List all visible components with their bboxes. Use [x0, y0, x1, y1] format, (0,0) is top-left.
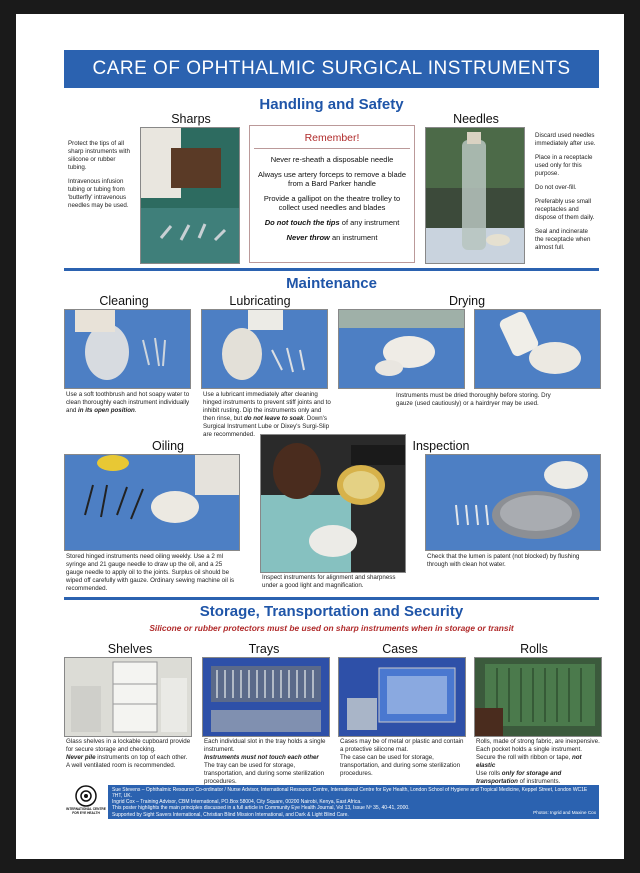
oiling-photo — [64, 454, 240, 551]
drying-text: Instruments must be dried thoroughly before storing. Dry gauze (used cautiously) or a hairdryer may be used. — [396, 392, 551, 407]
lubricating-photo — [201, 309, 328, 389]
rolls-text-3-main: Use rolls — [476, 770, 502, 777]
inspection-photo — [425, 454, 601, 551]
footer-line-3: This poster highlights the main principles discussed in a full article in Community Eye Health Journal, Vol 13, Issue Nº 35, 40-41, 2000. — [112, 805, 410, 811]
oiling-label: Oiling — [152, 439, 184, 453]
inspection-label: Inspection — [412, 439, 470, 453]
drying-photo-2 — [474, 309, 601, 389]
eye-logo-icon — [64, 783, 108, 821]
needles-item: Place in a receptacle used only for this purpose. — [535, 154, 593, 177]
rolls-text-3-end: of instruments. — [517, 778, 561, 785]
needles-list — [535, 132, 597, 252]
rolls-text-2-bold: not elastic — [476, 754, 582, 769]
remember-line-5-rest: an instrument — [329, 233, 378, 242]
remember-line-5 — [250, 233, 414, 242]
cleaning-label: Cleaning — [99, 294, 149, 308]
shelves-text-2-rest: instruments on top of each other. — [95, 754, 188, 761]
drying-photo-1 — [338, 309, 465, 389]
footer — [64, 785, 599, 819]
remember-divider — [254, 148, 410, 149]
cases-text-1: Cases may be of metal or plastic and contain a protective silicone mat. — [340, 738, 464, 753]
needles-photo — [425, 127, 525, 264]
section-divider — [64, 597, 599, 600]
needles-item: Preferably use small receptacles and dispose of them daily. — [535, 198, 595, 221]
remember-line-4-rest: of any instrument — [339, 218, 400, 227]
rolls-label: Rolls — [520, 642, 548, 656]
lubricating-text-end: . Down's Surgical Instrument Lube or Dixey's Surgi-Slip are recommended. — [203, 415, 330, 438]
cases-text — [340, 738, 468, 778]
poster — [16, 14, 624, 859]
lubricating-text-bold: do not leave to soak — [243, 415, 304, 422]
section-title-handling: Handling and Safety — [259, 96, 404, 113]
trays-text-1: Each individual slot in the tray holds a single instrument. — [204, 738, 326, 753]
rolls-text-3 — [476, 770, 600, 786]
needles-label: Needles — [453, 112, 499, 126]
shelves-photo — [64, 657, 192, 737]
sharps-photo — [140, 127, 240, 264]
needles-item: Seal and incinerate the receptacle when almost full. — [535, 228, 591, 251]
remember-line-5-bold: Never throw — [286, 233, 330, 242]
remember-line-2: Always use artery forceps to remove a blade from a Bard Parker handle — [258, 170, 406, 188]
shelves-text-3: A well ventilated room is recommended. — [66, 762, 176, 769]
cleaning-text-bold: in its open position — [78, 407, 135, 414]
remember-line-4-bold: Do not touch the tips — [264, 218, 340, 227]
trays-text-2-bold: Instruments must not touch each other — [204, 754, 319, 761]
cases-photo — [338, 657, 466, 737]
footer-line-1: Sue Stevens – Ophthalmic Resource Co-ordinator / Nurse Advisor, International Resource Centre, International Centre for Eye Health, London School of Hygiene and Tropical Medicine, Keppel Street, London WC1E 7HT, UK. — [112, 787, 588, 800]
remember-line-4 — [250, 218, 414, 227]
shelves-text-2 — [66, 754, 194, 762]
rolls-text-2 — [476, 754, 600, 770]
inspection-text: Check that the lumen is patent (not blocked) by flushing through with clean hot water. — [427, 553, 580, 568]
rolls-text-1: Rolls, made of strong fabric, are inexpensive. Each pocket holds a single instrument. — [476, 738, 600, 753]
trays-photo — [202, 657, 330, 737]
oiling-text: Stored hinged instruments need oiling weekly. Use a 2 ml syringe and 21 gauge needle to draw up the oil, and a 25 gauge needle to apply oil to the joints. Surplus oil should be wiped off carefully with gauze. Ordinary sewing machine oil is recommended. — [66, 553, 235, 592]
poster-title: CARE OF OPHTHALMIC SURGICAL INSTRUMENTS — [64, 50, 599, 88]
trays-text — [204, 738, 332, 786]
inspect-text: Inspect instruments for alignment and sharpness under a good light and magnification. — [262, 574, 396, 589]
footer-photo-credit: Photos: Ingrid and Maxine Cox — [533, 810, 596, 815]
sharps-text-1: Protect the tips of all sharp instruments with silicone or rubber tubing. — [68, 140, 130, 171]
cleaning-text-main: Use a soft toothbrush and hot soapy water to clean thoroughly each instrument individually and — [66, 391, 190, 414]
remember-line-1: Never re-sheath a disposable needle — [270, 155, 394, 164]
footer-line-2: Ingrid Cox – Training Advisor, CBM International, PO.Box 58004, City Square, 00200 Nairobi, Kenya, East Africa. — [112, 799, 362, 805]
lubricating-text-main: Use a lubricant immediately after cleaning hinged instruments to prevent stiff joints and to inhibit rusting. Dip the instruments only and then rinse, but — [203, 391, 331, 422]
needles-item: Do not over-fill. — [535, 184, 577, 191]
cleaning-text — [66, 391, 191, 415]
shelves-text — [66, 738, 194, 770]
rolls-text-2-main: Secure the roll with ribbon or tape, — [476, 754, 572, 761]
cases-text-2: The case can be used for storage, transportation, and during some sterilization procedures. — [340, 754, 461, 777]
remember-title: Remember! — [304, 132, 360, 144]
drying-label: Drying — [448, 294, 486, 308]
lubricating-label: Lubricating — [229, 294, 291, 308]
remember-line-3: Provide a gallipot on the theatre trolley to collect used needles and blades — [263, 194, 401, 212]
footer-logo-text: INTERNATIONAL CENTRE FOR EYE HEALTH — [66, 807, 106, 815]
section-divider — [64, 268, 599, 271]
cleaning-photo — [64, 309, 191, 389]
inspect-photo — [260, 434, 406, 573]
trays-text-3: The tray can be used for storage, transportation, and during some sterilization procedures. — [204, 762, 325, 785]
shelves-text-2-bold: Never pile — [66, 754, 96, 761]
cases-label: Cases — [382, 642, 418, 656]
sharps-text — [68, 140, 134, 210]
rolls-photo — [474, 657, 602, 737]
rolls-text — [476, 738, 600, 786]
section-title-storage: Storage, Transportation and Security — [199, 603, 464, 620]
storage-note: Silicone or rubber protectors must be used on sharp instruments when in storage or transit — [149, 623, 514, 633]
section-title-maintenance: Maintenance — [286, 275, 377, 292]
sharps-text-2: Intravenous infusion tubing or tubing from 'butterfly' intravenous needles may be used. — [68, 178, 129, 209]
lubricating-text — [203, 391, 331, 439]
shelves-text-1: Glass shelves in a lockable cupboard provide for secure storage and checking. — [66, 738, 191, 753]
rolls-text-3-bold: only for storage and transportation — [476, 770, 562, 785]
footer-line-4: Supported by Sight Savers International, Christian Blind Mission International, and Dark & Light Blind Care. — [112, 811, 349, 818]
shelves-label: Shelves — [107, 642, 153, 656]
remember-box — [249, 125, 415, 263]
needles-item: Discard used needles immediately after use. — [535, 132, 596, 147]
footer-logo — [64, 783, 108, 821]
sharps-label: Sharps — [171, 112, 211, 126]
trays-label: Trays — [248, 642, 280, 656]
cleaning-text-end: . — [134, 407, 137, 414]
